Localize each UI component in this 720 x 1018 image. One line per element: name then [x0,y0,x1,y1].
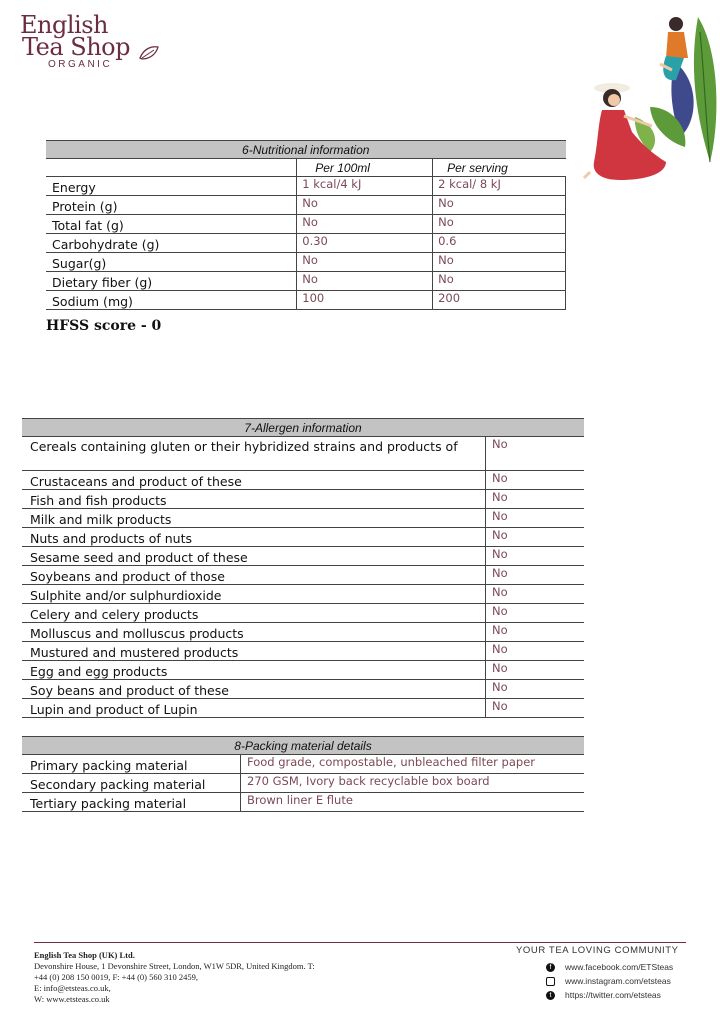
nutrient-label: Carbohydrate (g) [46,234,297,253]
tea-picking-illustration [580,12,720,187]
table-row [22,623,584,642]
table-row [46,215,566,234]
packing-label: Primary packing material [22,755,241,774]
twitter-url[interactable]: https://twitter.com/etsteas [565,990,661,1000]
allergen-table [22,418,584,718]
instagram-link[interactable] [546,974,706,988]
allergen-value: No [486,547,585,566]
footer-divider [34,942,686,943]
allergen-label: Soybeans and product of those [22,566,486,585]
facebook-link[interactable] [546,960,706,974]
table-row [22,585,584,604]
nutrient-serving: 2 kcal/ 8 kJ [433,177,566,196]
nutrition-col-blank [46,159,297,177]
nutrient-serving: No [433,272,566,291]
table-row [22,547,584,566]
allergen-value: No [486,509,585,528]
col-per-serving: Per serving [433,159,566,177]
nutrient-label: Dietary fiber (g) [46,272,297,291]
packing-value: Brown liner E flute [241,793,585,812]
table-row [22,509,584,528]
nutrient-label: Total fat (g) [46,215,297,234]
allergen-value: No [486,585,585,604]
allergen-value: No [486,680,585,699]
facebook-url[interactable]: www.facebook.com/ETSteas [565,962,674,972]
allergen-label: Molluscus and molluscus products [22,623,486,642]
nutrient-serving: No [433,253,566,272]
allergen-value: No [486,623,585,642]
logo-line-1: English [20,11,108,39]
allergen-label: Nuts and products of nuts [22,528,486,547]
table-row [22,642,584,661]
hfss-score: HFSS score - 0 [46,318,162,334]
allergen-value: No [486,604,585,623]
nutrition-title: 6-Nutritional information [46,141,566,159]
nutrient-label: Sodium (mg) [46,291,297,310]
allergen-label: Celery and celery products [22,604,486,623]
instagram-icon [546,977,555,986]
allergen-label: Fish and fish products [22,490,486,509]
packing-value: 270 GSM, Ivory back recyclable box board [241,774,585,793]
table-row [46,196,566,215]
allergen-label: Mustured and mustered products [22,642,486,661]
allergen-value: No [486,566,585,585]
allergen-label: Sulphite and/or sulphurdioxide [22,585,486,604]
table-row [22,793,584,812]
allergen-value: No [486,661,585,680]
company-website[interactable]: W: www.etsteas.co.uk [34,994,110,1004]
nutrient-serving: 0.6 [433,234,566,253]
allergen-title: 7-Allergen information [22,419,584,437]
table-row [46,177,566,196]
allergen-label: Lupin and product of Lupin [22,699,486,718]
packing-value: Food grade, compostable, unbleached filter paper [241,755,585,774]
allergen-value: No [486,699,585,718]
allergen-label: Crustaceans and product of these [22,471,486,490]
allergen-label: Egg and egg products [22,661,486,680]
table-row [22,566,584,585]
twitter-icon: t [546,991,555,1000]
company-phone: +44 (0) 208 150 0019, F: +44 (0) 560 310 2459, [34,972,198,982]
table-row [22,604,584,623]
table-row [22,755,584,774]
nutrient-serving: No [433,196,566,215]
twitter-link[interactable] [546,988,706,1002]
nutrient-label: Sugar(g) [46,253,297,272]
nutrient-label: Protein (g) [46,196,297,215]
table-row [22,471,584,490]
nutrient-serving: 200 [433,291,566,310]
instagram-url[interactable]: www.instagram.com/etsteas [565,976,671,986]
nutrient-per100: No [297,272,433,291]
company-address: Devonshire House, 1 Devonshire Street, London, W1W 5DR, United Kingdom. T: [34,961,315,971]
table-row [46,253,566,272]
nutrient-label: Energy [46,177,297,196]
allergen-label: Cereals containing gluten or their hybridized strains and products of [22,437,486,471]
allergen-label: Soy beans and product of these [22,680,486,699]
allergen-value: No [486,490,585,509]
packing-table [22,736,584,812]
table-row [22,661,584,680]
brand-logo [20,11,170,70]
allergen-label: Milk and milk products [22,509,486,528]
company-name: English Tea Shop (UK) Ltd. [34,950,135,960]
table-row [22,528,584,547]
nutrient-per100: No [297,215,433,234]
packing-label: Secondary packing material [22,774,241,793]
table-row [22,437,584,471]
footer-company-info [34,950,374,1005]
packing-title: 8-Packing material details [22,737,584,755]
allergen-label: Sesame seed and product of these [22,547,486,566]
allergen-value: No [486,528,585,547]
nutrient-per100: 100 [297,291,433,310]
col-per-100ml: Per 100ml [297,159,433,177]
nutrient-per100: 0.30 [297,234,433,253]
footer-social [516,945,706,1002]
nutrient-per100: No [297,253,433,272]
nutrient-per100: No [297,196,433,215]
packing-label: Tertiary packing material [22,793,241,812]
table-row [46,291,566,310]
nutrient-per100: 1 kcal/4 kJ [297,177,433,196]
leaf-icon [138,44,160,62]
logo-line-3: ORGANIC [48,59,113,70]
table-row [46,234,566,253]
allergen-value: No [486,471,585,490]
company-email[interactable]: E: info@etsteas.co.uk, [34,983,111,993]
table-row [22,774,584,793]
allergen-value: No [486,437,585,471]
nutrient-serving: No [433,215,566,234]
facebook-icon: f [546,963,555,972]
logo-line-2: Tea Shop [22,33,130,61]
table-row [46,272,566,291]
nutrition-table [46,140,566,310]
allergen-value: No [486,642,585,661]
table-row [22,490,584,509]
community-tagline: YOUR TEA LOVING COMMUNITY [516,945,679,956]
table-row [22,680,584,699]
table-row [22,699,584,718]
